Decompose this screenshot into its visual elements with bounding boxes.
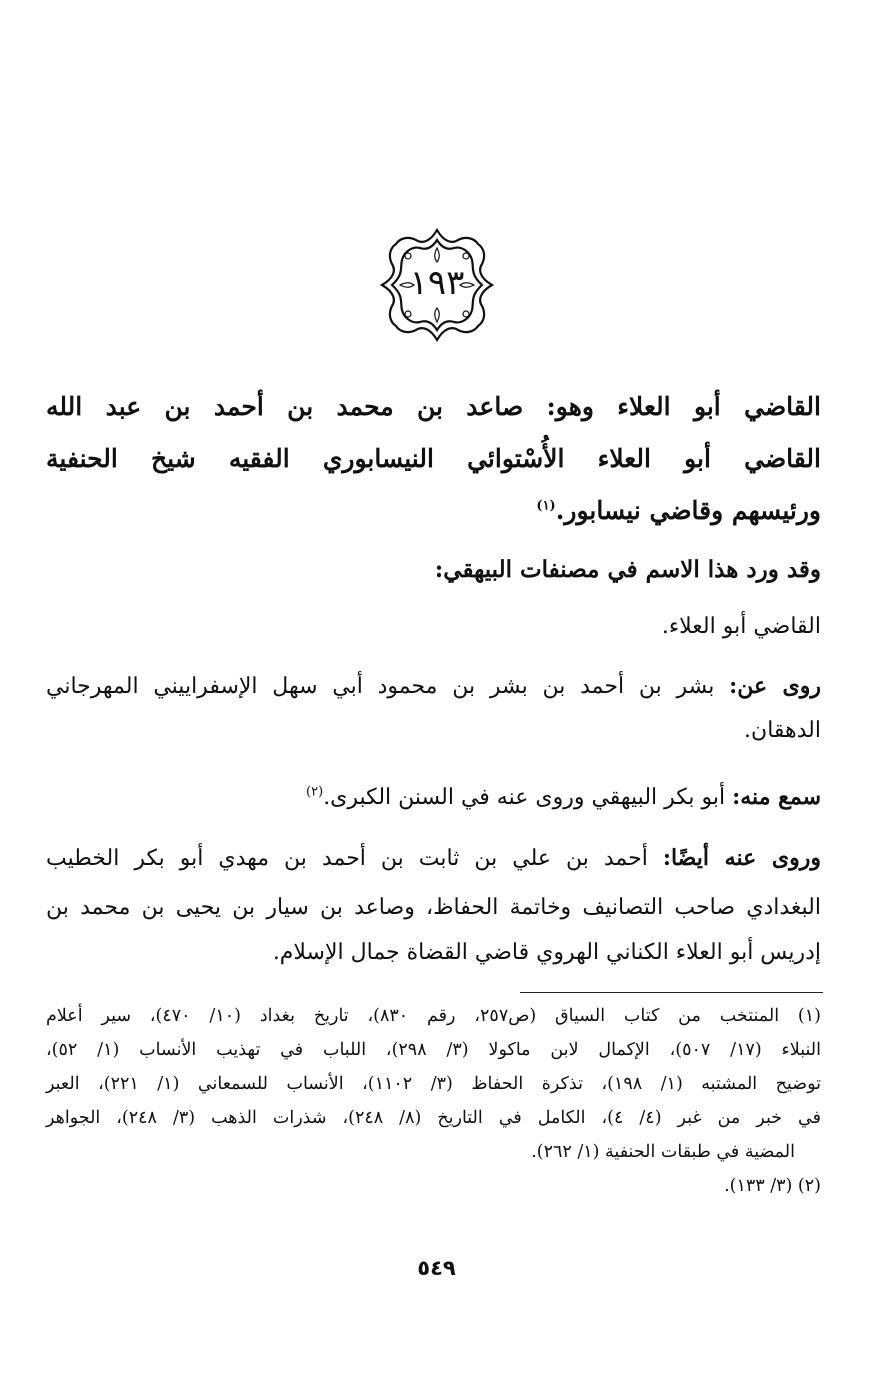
also-narrated-label: وروى عنه أيضًا: — [662, 845, 821, 871]
entry-heading-line-3-text: ورئيسهم وقاضي نيسابور. — [555, 496, 821, 525]
also-narrated-text: أحمد بن علي بن ثابت بن أحمد بن مهدي أبو بكر الخطيب — [46, 846, 648, 871]
narrated-from-line-2: الدهقان. — [744, 718, 821, 743]
entry-heading-line-1: القاضي أبو العلاء وهو: صاعد بن محمد بن أحمد بن عبد الله — [46, 392, 821, 421]
entry-heading-line-2: القاضي أبو العلاء الأُسْتوائي النيسابوري الفقيه شيخ الحنفية — [46, 444, 821, 473]
also-narrated-line-3: إدريس أبو العلاء الكناني الهروي قاضي القضاة جمال الإسلام. — [272, 940, 821, 965]
footnote-ref-2: (٢) — [306, 784, 324, 800]
narrated-from-line-1 — [46, 673, 821, 699]
also-narrated-line-1 — [46, 845, 821, 871]
footnote-divider — [520, 992, 823, 993]
name-as-cited: القاضي أبو العلاء. — [661, 614, 821, 639]
footnote-ref-1: (١) — [536, 498, 556, 514]
name-occurrence-intro: وقد ورد هذا الاسم في مصنفات البيهقي: — [434, 556, 821, 583]
footnote-line-5: المضية في طبقات الحنفية (١/ ٢٦٢). — [531, 1142, 795, 1162]
page-number: ٥٤٩ — [417, 1256, 456, 1280]
heard-from-him-text: أبو بكر البيهقي وروى عنه في السنن الكبرى. — [323, 785, 726, 810]
narrated-from-label: روى عن: — [729, 673, 822, 699]
entry-number: ١٩٣ — [409, 263, 465, 303]
also-narrated-line-2: البغدادي صاحب التصانيف وخاتمة الحفاظ، وصاعد بن سيار بن يحيى بن محمد بن — [46, 895, 821, 920]
footnote-line-6: (٢) (٣/ ١٣٣). — [724, 1176, 821, 1196]
footnote-line-3: توضيح المشتبه (١/ ١٩٨)، تذكرة الحفاظ (٣/ ١١٠٢)، الأنساب للسمعاني (١/ ٢٢١)، العبر — [46, 1074, 821, 1094]
narrated-from-text: بشر بن أحمد بن بشر بن محمود أبي سهل الإسفراييني المهرجاني — [46, 674, 715, 699]
footnote-line-4: في خبر من غبر (٤/ ٤)، الكامل في التاريخ (٨/ ٢٤٨)، شذرات الذهب (٣/ ٢٤٨)، الجواهر — [46, 1108, 822, 1128]
footnote-line-1: (١) المنتخب من كتاب السياق (ص٢٥٧، رقم ٨٣٠)، تاريخ بغداد (١٠/ ٤٧٠)، سير أعلام — [46, 1006, 821, 1026]
footnote-line-2: النبلاء (١٧/ ٥٠٧)، الإكمال لابن ماكولا (٣/ ٢٩٨)، اللباب في تهذيب الأنساب (١/ ٥٢)، — [46, 1040, 821, 1060]
entry-heading-line-3 — [536, 496, 821, 525]
entry-number-ornament — [378, 226, 496, 344]
heard-from-him — [306, 784, 821, 810]
heard-from-him-label: سمع منه: — [732, 784, 821, 810]
